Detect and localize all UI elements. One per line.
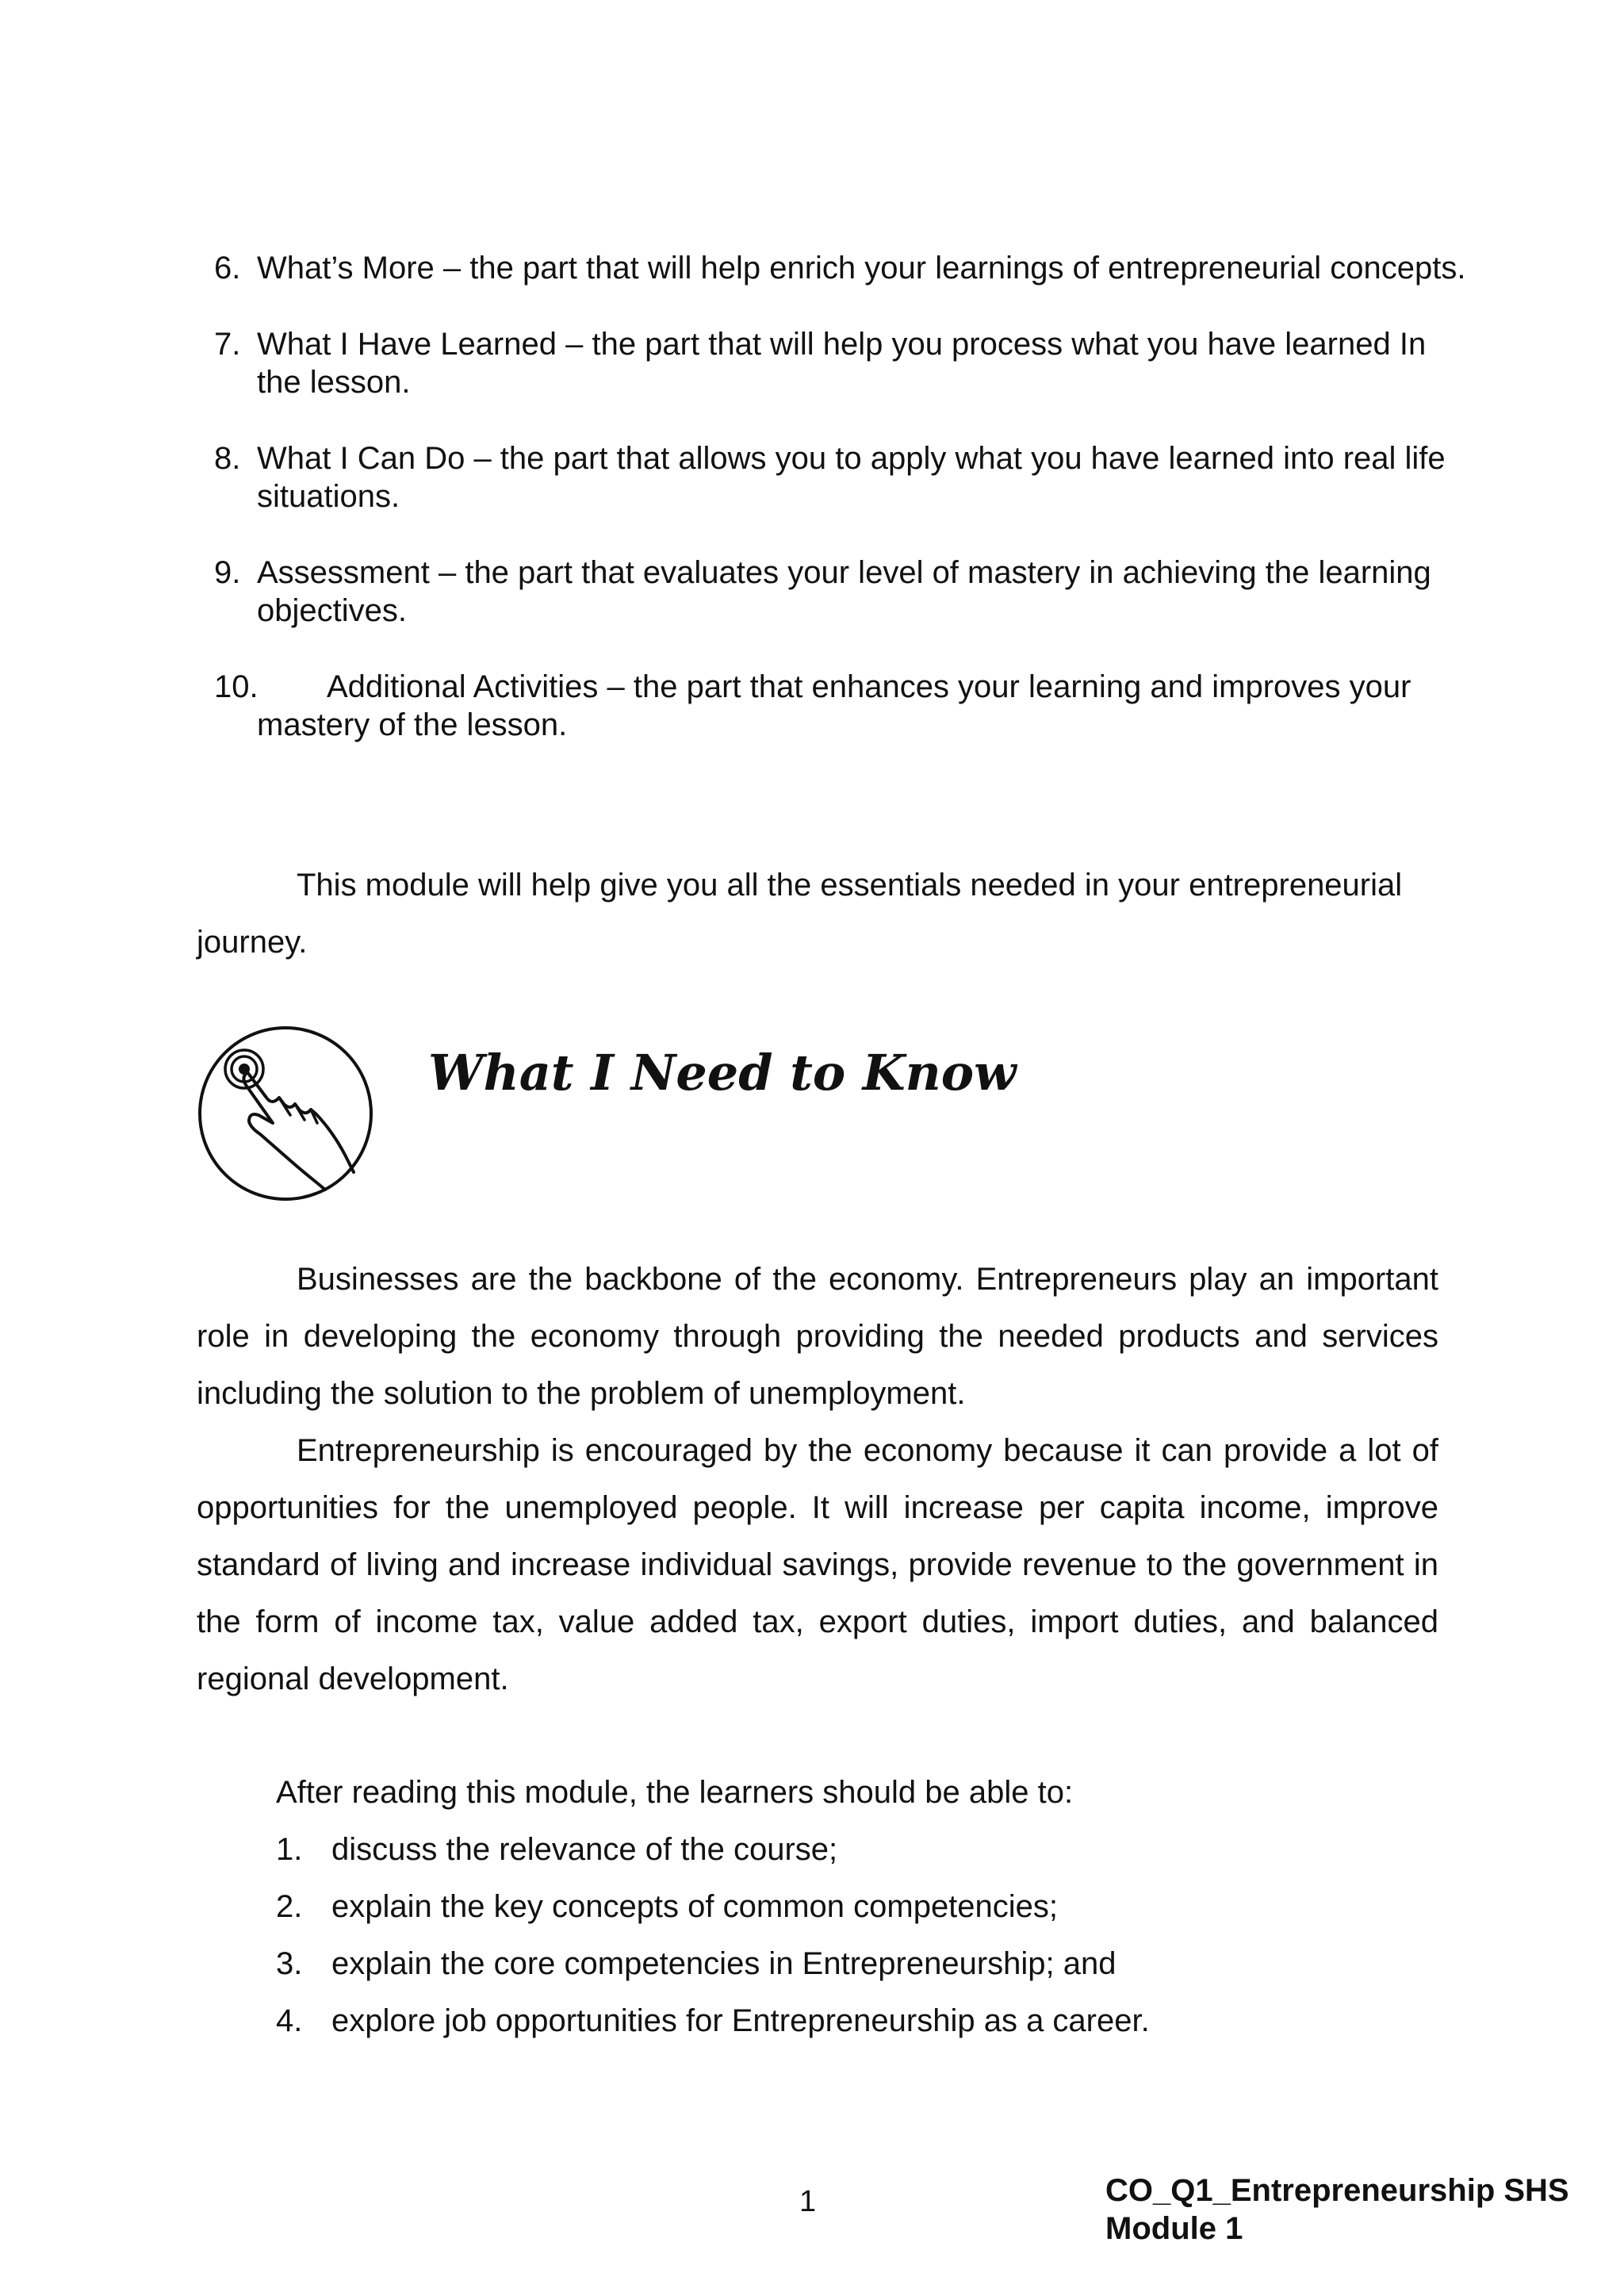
list-text: What I Can Do – the part that allows you to apply what you have learned into real life situations. [257,441,1446,514]
module-code-line: Module 1 [1105,2211,1243,2246]
list-number: 8. [214,441,241,476]
pointing-hand-icon [197,1025,374,1202]
list-item [276,1935,1434,1992]
list-number: 10. [214,669,259,704]
closing-paragraph: This module will help give you all the essentials needed in your entrepreneurial journey. [197,868,1403,960]
list-number: 7. [214,327,241,362]
list-item [214,325,1467,401]
page-number: 1 [799,2185,817,2218]
list-text: Additional Activities – the part that enhances your learning and improves your [327,669,1411,704]
module-code-line: CO_Q1_Entrepreneurship SHS [1105,2173,1569,2208]
module-parts-list [214,249,1467,782]
list-item [214,439,1467,516]
list-text: What’s More – the part that will help enrich your learnings of entrepreneurial concepts. [257,251,1466,286]
section-title: What I Need to Know [428,1044,1017,1102]
list-text-continued: mastery of the lesson. [257,707,568,742]
list-number: 9. [214,555,241,590]
list-item [276,1878,1434,1935]
list-number: 6. [214,251,241,286]
list-text: explain the key concepts of common competencies; [331,1889,1059,1924]
list-item [276,1992,1434,2049]
list-number: 2. [276,1889,303,1924]
list-text: explore job opportunities for Entrepreneurship as a career. [331,2003,1150,2038]
objectives-list [276,1821,1434,2049]
module-code [1105,2171,1569,2248]
list-text: Assessment – the part that evaluates your level of mastery in achieving the learning objectives. [257,555,1431,628]
list-number: 3. [276,1946,303,1981]
body-paragraph: Businesses are the backbone of the economy. Entrepreneurs play an important role in developing the economy through providing the needed products and services including the solution to the problem of unemployment. [197,1262,1438,1411]
list-number: 1. [276,1832,303,1867]
list-text: explain the core competencies in Entrepreneurship; and [331,1946,1116,1981]
list-item [214,249,1467,287]
list-item [214,554,1467,630]
list-number: 4. [276,2003,303,2038]
objectives-intro: After reading this module, the learners should be able to: [276,1775,1074,1810]
list-text: discuss the relevance of the course; [331,1832,838,1867]
body-text [197,1251,1438,1708]
learning-objectives [276,1764,1434,2049]
list-item [276,1821,1434,1878]
list-text: What I Have Learned – the part that will help you process what you have learned In the lesson. [257,327,1427,400]
list-item [214,668,1467,744]
body-paragraph: Entrepreneurship is encouraged by the economy because it can provide a lot of opportunities for the unemployed people. It will increase per capita income, improve standard of living and increase individual savings, provide revenue to the government in the form of income tax, value added tax, export duties, import duties, and balanced regional development. [197,1433,1438,1696]
